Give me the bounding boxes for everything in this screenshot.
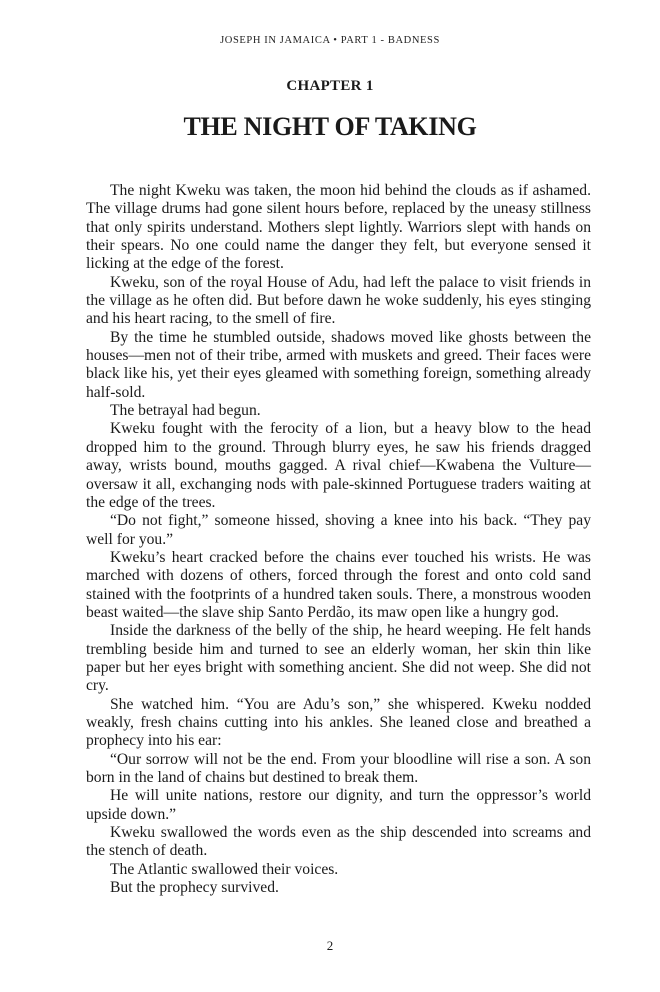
- running-head: JOSEPH IN JAMAICA • PART 1 - BADNESS: [220, 35, 440, 46]
- chapter-title: THE NIGHT OF TAKING: [183, 112, 477, 141]
- paragraph: The betrayal had begun.: [110, 402, 261, 420]
- paragraph: Inside the darkness of the belly of the ship, he heard weeping. He felt hands trembling beside him and turned to see an elderly woman, her skin thin like paper but her eyes bright with something ancient. She did not weep. She did not cry.: [86, 622, 591, 695]
- paragraph: Kweku swallowed the words even as the ship descended into screams and the stench of death.: [86, 824, 591, 860]
- paragraph: “Our sorrow will not be the end. From your bloodline will rise a son. A son born in the land of chains but destined to break them.: [86, 750, 591, 786]
- page-number: 2: [326, 938, 334, 953]
- chapter-label: CHAPTER 1: [286, 78, 374, 94]
- paragraph: “Do not fight,” someone hissed, shoving a knee into his back. “They pay well for you.”: [86, 512, 591, 548]
- paragraph: He will unite nations, restore our dignity, and turn the oppressor’s world upside down.”: [86, 787, 591, 823]
- paragraph: Kweku, son of the royal House of Adu, had left the palace to visit friends in the village as he often did. But before dawn he woke suddenly, his eyes stinging and his heart racing, to the smell of fire.: [86, 273, 591, 328]
- paragraph: She watched him. “You are Adu’s son,” she whispered. Kweku nodded weakly, fresh chains cutting into his ankles. She leaned close and breathed a prophecy into his ear:: [86, 695, 591, 750]
- paragraph: The Atlantic swallowed their voices.: [110, 860, 339, 878]
- chapter-body: [86, 182, 591, 897]
- paragraph: By the time he stumbled outside, shadows moved like ghosts between the houses—men not of their tribe, armed with muskets and greed. Their faces were black like his, yet their eyes gleamed with something foreign, something already half-sold.: [86, 328, 591, 401]
- paragraph: The night Kweku was taken, the moon hid behind the clouds as if ashamed. The village drums had gone silent hours before, replaced by the uneasy stillness that only spirits understand. Mothers slept lightly. Warriors slept with hands on their spears. No one could name the danger they felt, but everyone sensed it licking at the edge of the forest.: [86, 182, 591, 273]
- paragraph: But the prophecy survived.: [110, 879, 279, 897]
- paragraph: Kweku’s heart cracked before the chains ever touched his wrists. He was marched with dozens of others, forced through the forest and onto cold sand stained with the footprints of a hundred taken souls. There, a monstrous wooden beast waited—the slave ship Santo Perdão, its maw open like a hungry god.: [86, 548, 591, 621]
- paragraph: Kweku fought with the ferocity of a lion, but a heavy blow to the head dropped him to the ground. Through blurry eyes, he saw his friends dragged away, wrists bound, mouths gagged. A rival chief—Kwabena the Vulture—oversaw it all, exchanging nods with pale-skinned Portuguese traders waiting at the edge of the trees.: [86, 420, 591, 511]
